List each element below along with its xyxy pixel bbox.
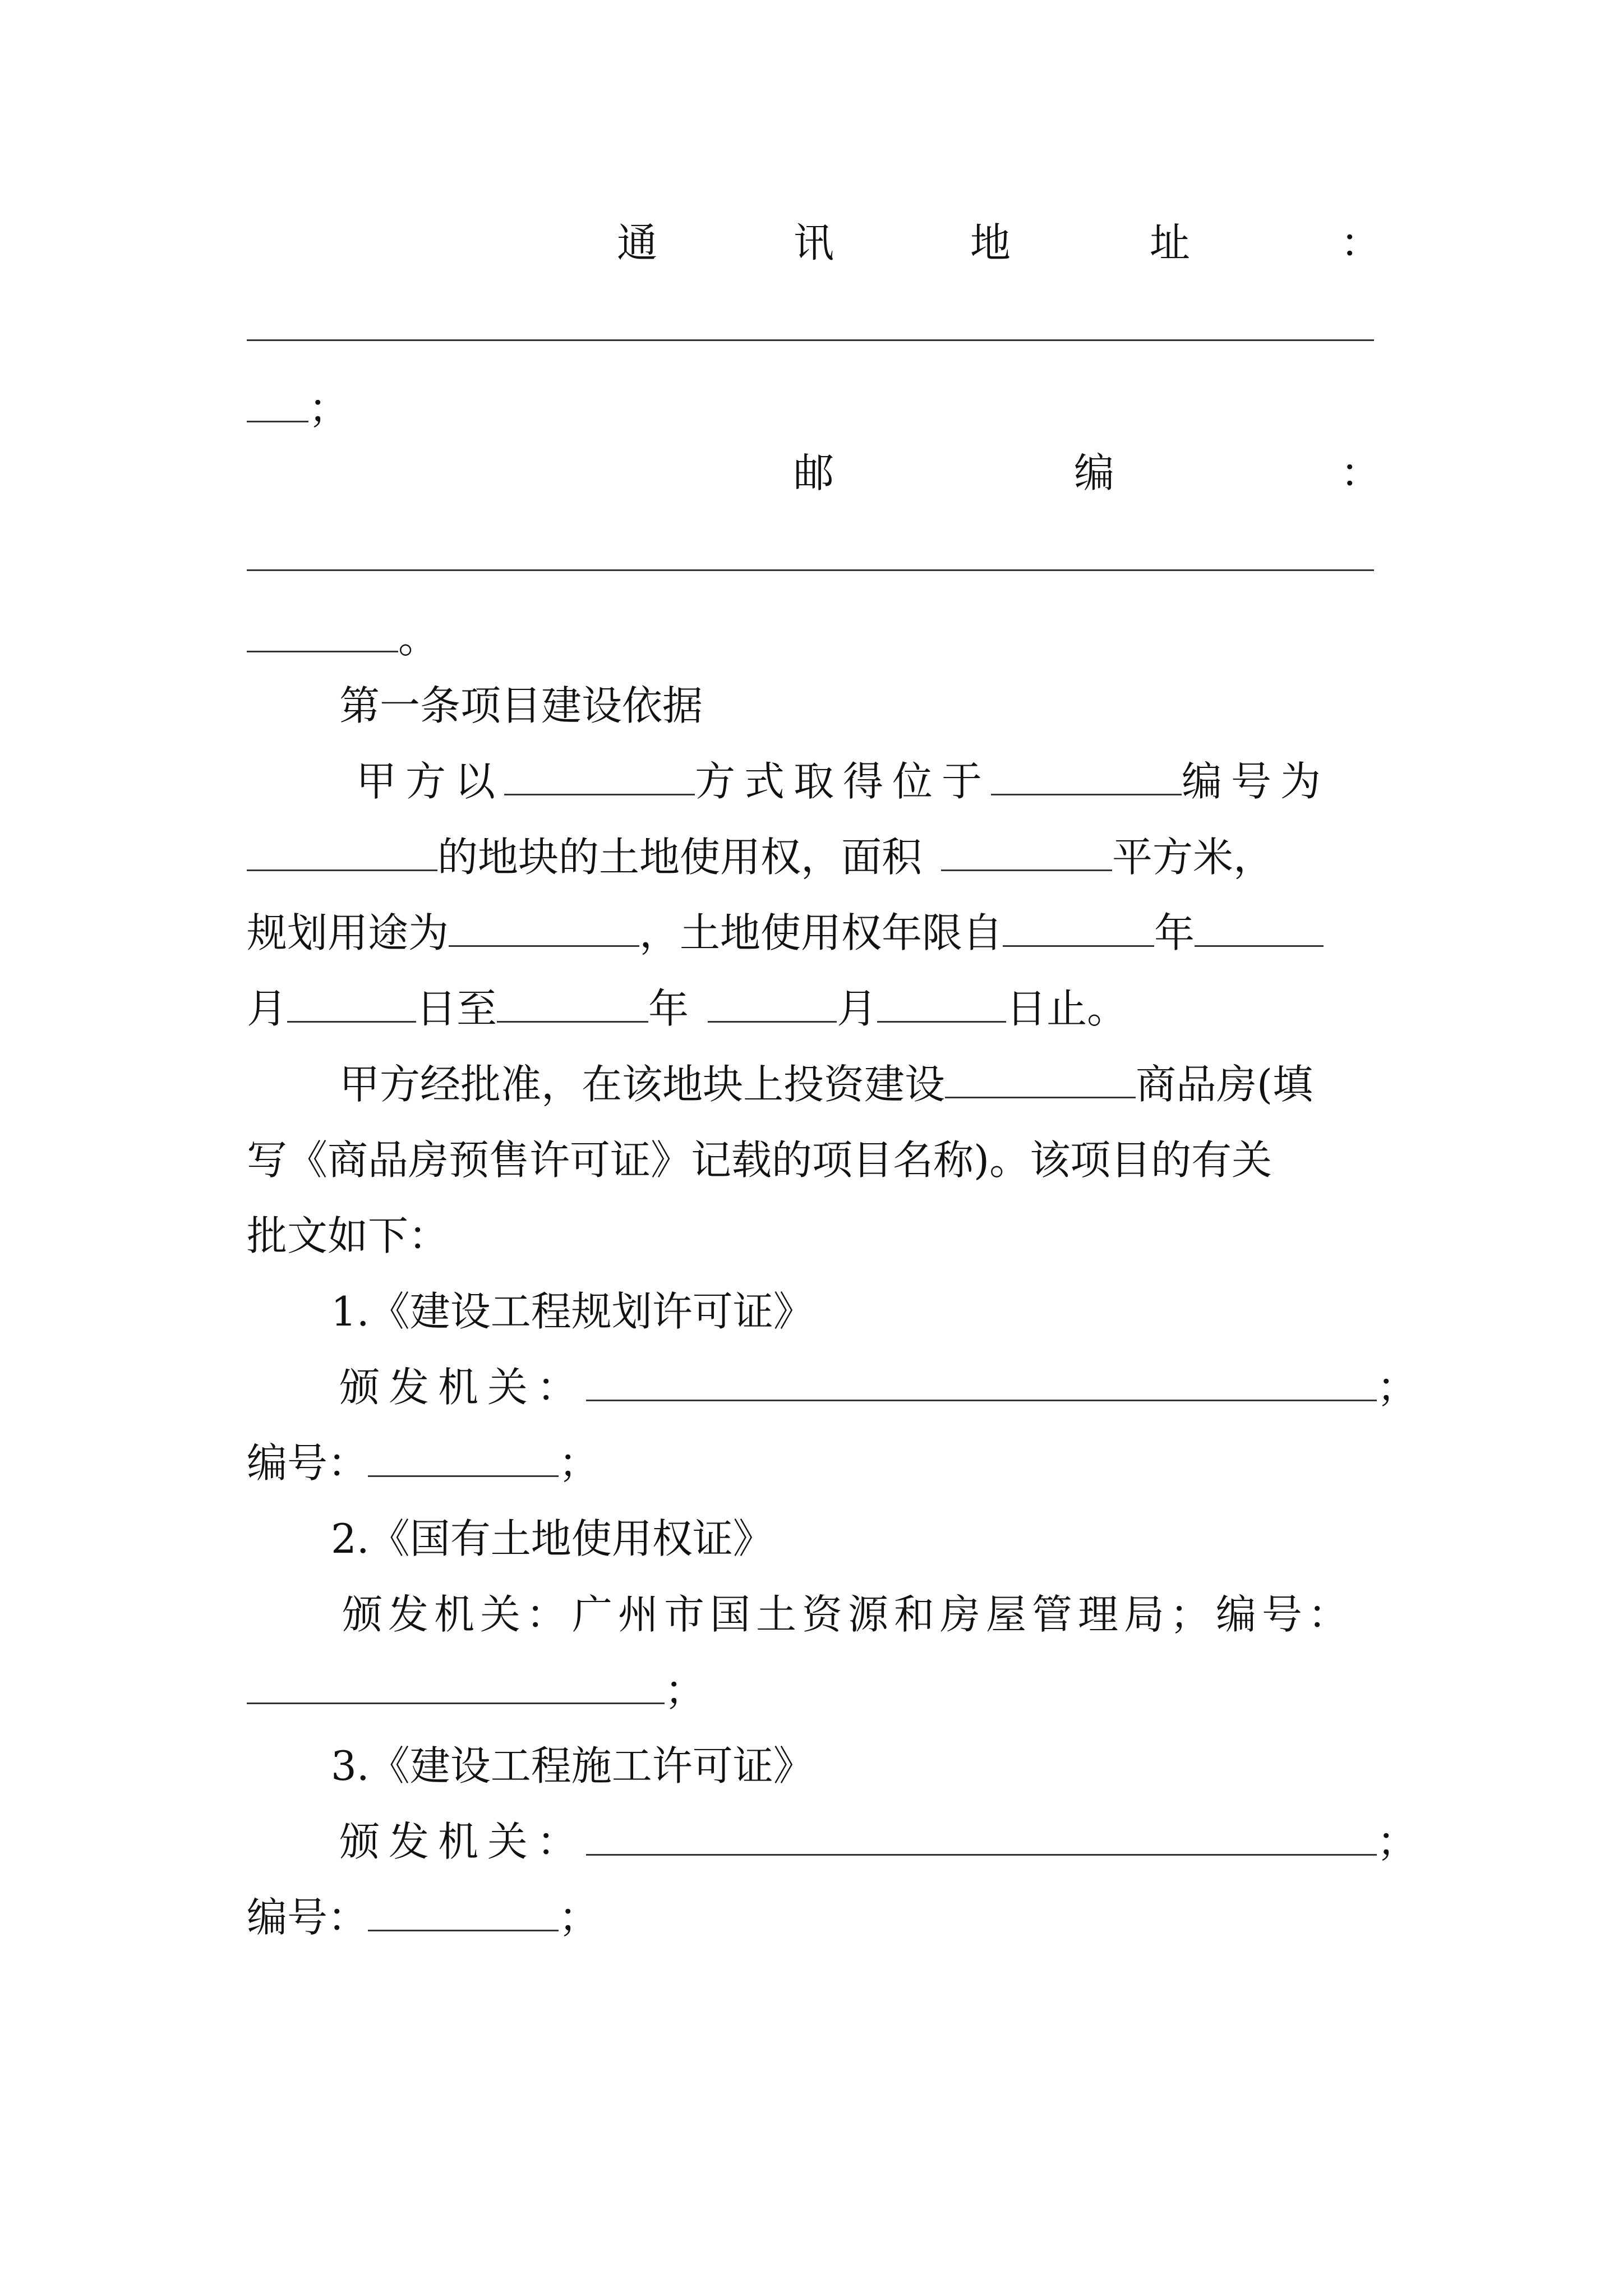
item-3-title: 3.《建设工程施工许可证》 — [331, 1742, 814, 1789]
item-3-number-end: ； — [559, 1894, 600, 1941]
postcode-char-2: 编 — [1074, 449, 1115, 496]
p2-line-1 — [339, 1057, 1483, 1111]
item-1-title: 1.《建设工程规划许可证》 — [331, 1288, 814, 1335]
item-3-issuer — [339, 1815, 1418, 1869]
p1-text-f: 规划用途为 — [247, 909, 449, 956]
p1-blank-method[interactable] — [504, 759, 695, 795]
p1-text-e: 平方米， — [1112, 834, 1274, 881]
p2-line-3: 批文如下： — [247, 1212, 449, 1259]
item-2-number-blank[interactable] — [247, 1668, 665, 1704]
address-char-2: 讯 — [794, 219, 834, 266]
p1-text-d: 的地块的土地使用权，面积 — [437, 834, 923, 881]
address-fill-blank[interactable] — [247, 386, 308, 422]
postcode-fill-end — [247, 611, 1391, 665]
address-fill-end — [247, 381, 1391, 435]
item-3-issuer-label: 颁发机关： — [339, 1818, 587, 1865]
p2-text-1b: 商品房(填 — [1136, 1061, 1313, 1108]
p1-blank-start-year[interactable] — [1003, 910, 1154, 947]
p1-text-c: 编号为 — [1182, 758, 1330, 805]
p1-text-g: ，土地使用权年限自 — [639, 909, 1003, 956]
item-1-issuer-blank[interactable] — [586, 1365, 1377, 1401]
article-1-title: 第一条项目建设依据 — [339, 682, 703, 729]
postcode-char-1: 邮 — [794, 449, 834, 496]
p1-blank-start-month[interactable] — [1195, 910, 1324, 947]
item-3-number-label: 编号： — [247, 1894, 368, 1941]
item-3-issuer-blank[interactable] — [586, 1819, 1377, 1856]
address-end-punct: ； — [308, 385, 349, 432]
p1-blank-end-year[interactable] — [497, 986, 648, 1023]
postcode-end-punct: 。 — [398, 615, 439, 662]
p2-text-1: 甲方经批准，在该地块上投资建设 — [339, 1061, 946, 1108]
p1-text-i: 月 — [247, 985, 288, 1032]
item-1-issuer-label: 颁发机关： — [339, 1364, 587, 1411]
item-1-number-end: ； — [559, 1439, 600, 1487]
p1-blank-end-month[interactable] — [708, 986, 837, 1023]
p1-text-h: 年 — [1154, 909, 1195, 956]
p1-text-m: 日止。 — [1006, 985, 1128, 1032]
item-3-number-blank[interactable] — [368, 1895, 559, 1931]
postcode-fill-line[interactable] — [247, 569, 1374, 571]
p1-text-l: 月 — [837, 985, 878, 1032]
p2-line-2: 写《商品房预售许可证》记载的项目名称)。该项目的有关 — [247, 1137, 1272, 1184]
item-1-number-blank[interactable] — [368, 1441, 559, 1477]
address-char-1: 通 — [617, 219, 658, 266]
item-2-number — [247, 1663, 1391, 1717]
item-1-issuer-end: ； — [1377, 1364, 1418, 1411]
p1-text-a: 甲方以 — [356, 758, 505, 805]
p1-text-j: 日至 — [416, 985, 497, 1032]
p1-blank-end-day[interactable] — [877, 986, 1006, 1023]
address-char-3: 地 — [970, 219, 1011, 266]
p1-line-2 — [247, 830, 1391, 884]
p1-line-3 — [247, 906, 1391, 960]
item-2-title: 2.《国有土地使用权证》 — [331, 1515, 773, 1562]
p1-blank-area[interactable] — [941, 835, 1112, 871]
item-1-number-label: 编号： — [247, 1439, 368, 1487]
p1-text-b: 方式取得位于 — [695, 758, 992, 805]
item-2-issuer: 颁发机关：广州市国土资源和房屋管理局；编号： — [342, 1591, 1354, 1638]
p1-text-k: 年 — [648, 985, 689, 1032]
p1-blank-location[interactable] — [991, 759, 1182, 795]
item-1-number — [247, 1436, 1391, 1490]
postcode-fill-blank[interactable] — [247, 616, 398, 652]
item-1-issuer — [339, 1360, 1418, 1414]
item-3-issuer-end: ； — [1377, 1818, 1418, 1865]
postcode-colon: ： — [1340, 449, 1381, 496]
p1-blank-number[interactable] — [247, 835, 437, 871]
p1-line-4 — [247, 982, 1391, 1036]
p1-blank-start-day[interactable] — [287, 986, 416, 1023]
item-2-number-end: ； — [665, 1667, 706, 1714]
address-fill-line[interactable] — [247, 339, 1374, 341]
p1-blank-usage[interactable] — [449, 910, 639, 947]
p1-line-1 — [356, 754, 1394, 808]
item-3-number — [247, 1890, 1391, 1944]
address-char-4: 址 — [1150, 219, 1191, 266]
address-colon: ： — [1340, 219, 1381, 266]
p2-blank-project[interactable] — [945, 1062, 1136, 1098]
